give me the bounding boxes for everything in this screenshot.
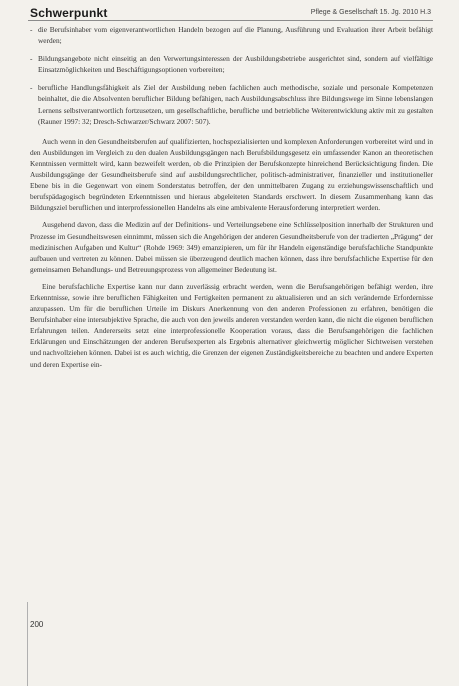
body-text <box>30 24 433 374</box>
journal-reference: Pflege & Gesellschaft 15. Jg. 2010 H.3 <box>310 9 431 16</box>
paragraph: Ausgehend davon, dass die Medizin auf der Definitions- und Verteilungsebene eine Schlüsselposition innerhalb der Strukturen und Prozesse im Gesundheitswesen einnimmt, müssen sich die Angehörigen der anderen Gesundheitsberufe von der tradierten „Prägung“ der medizinischen Aufgaben und Kultur“ (Rohde 1969: 349) emanzipieren, um für ihr Handeln eigenständige berufsfachliche Standpunkte aufbauen und vertreten zu können. Dabei müssen sie überzeugend deutlich machen können, dass ihre berufsfachliche Expertise für den gemeinsamen Behandlungs- und Betreuungsprozess von allgemeiner Bedeutung ist. <box>30 220 433 274</box>
paragraph: Eine berufsfachliche Expertise kann nur dann zuverlässig erbracht werden, wenn die Berufsangehörigen befähigt werden, ihre Erkenntnisse, sowie ihre beruflichen Fähigkeiten und Fertigkeiten permanent zu aktualisieren und an sich verändernde Erfordernisse anzupassen. Um für die beruflichen Urteile im Diskurs Anerkennung von den anderen Professionen zu erfahren, benötigen die Berufsinhaber eine intersubjektive Sprache, die auch von den jeweils anderen verstanden werden kann, die nicht die eigenen beruflichen Erfahrungen teilen. Andererseits setzt eine interprofessionelle Kooperation voraus, dass die Berufsangehörigen die fachlichen Erklärungen und Einschätzungen der anderen Berufsexperten als Ergebnis alternativer gleichwertig möglicher Sichtweisen verstehen und nachvollziehen können. Dabei ist es auch wichtig, die Grenzen der eigenen Zuständigkeitsbereiche zu beachten und andere Experten und deren Expertise ein- <box>30 281 433 369</box>
section-title: Schwerpunkt <box>30 6 108 20</box>
page-number: 200 <box>30 620 44 629</box>
bullet-dash: - <box>30 25 33 34</box>
paragraph: Auch wenn in den Gesundheitsberufen auf qualifizierten, hochspezialisierten und komplexen Anforderungen vorbereitet wird und in den Ausbildungen im Vergleich zu den dualen Ausbildungsgängen nach Berufsbildungsgesetz ein umfassender Kanon an theoretischen Kenntnissen vermittelt wird, kann bezweifelt werden, ob die Prinzipien der Berufskonzepte hinreichend Berücksichtigung finden. Die Ausbildungsgänge der Gesundheitsberufe sind auf ausbildungsrechtlicher, politisch-administrativer, finanzieller und institutioneller Ebene bis in die Gegenwart von einem Sonderstatus betroffen, der den unmittelbaren Zugang zu erziehungswissenschaftlich und berufspädagogisch begründeten Erkenntnissen und hieraus abgeleiteten Standards erschwert. In diesem Zusammenhang kann das Bildungsziel beruflichen und interprofessionellen Handelns als eine ambivalente Herausforderung interpretiert werden. <box>30 136 433 213</box>
bullet-item <box>30 24 433 46</box>
header-divider <box>28 20 433 21</box>
bullet-text: Bildungsangebote nicht einseitig an den Verwertungsinteressen der Ausbildungsbetriebe ausgerichtet sind, sondern auf vielfältige Einsatzmöglichkeiten und Beschäftigungsoptionen vorbereiten; <box>38 54 433 75</box>
bullet-dash: - <box>30 83 33 93</box>
margin-rule <box>27 602 28 686</box>
bullet-dash: - <box>30 54 33 64</box>
bullet-item <box>30 82 433 126</box>
bullet-item <box>30 53 433 75</box>
bullet-text: die Berufsinhaber vom eigenverantwortlichen Handeln bezogen auf die Planung, Ausführung und Evaluation ihrer Arbeit befähigt werden; <box>38 25 433 46</box>
bullet-text: berufliche Handlungsfähigkeit als Ziel der Ausbildung neben fachlichen auch methodische, soziale und personale Kompetenzen beinhaltet, die die Absolventen beruflicher Bildung befähigen, nach Ausbildungsabschluss ihre Bildungswege im Sinne lebenslangen Lernens selbstverantwortlich fortzusetzen, um gesellschaftliche, berufliche und betriebliche Weiterentwicklung aktiv mit zu gestalten (Rauner 1997: 32; Dresch-Schwarzer/Schwarz 2007: 507). <box>38 83 433 126</box>
